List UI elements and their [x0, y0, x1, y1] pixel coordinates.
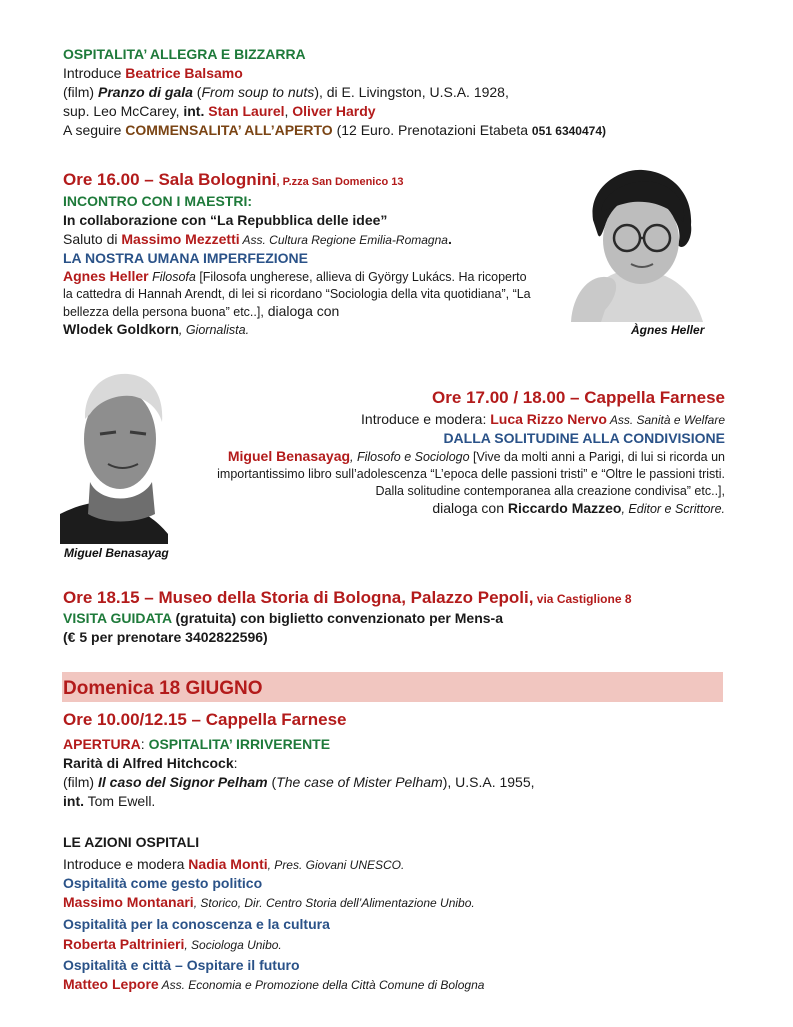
speaker-1-role: , Storico, Dir. Centro Storia dell’Alimentazione Unibo. [193, 896, 475, 910]
supervisor: sup. Leo McCarey, [63, 103, 184, 119]
topic-3: Ospitalità e città – Ospitare il futuro [63, 957, 300, 973]
portrait-image [543, 160, 717, 322]
intro-label: Introduce e modera [63, 856, 189, 872]
follow-rest: (12 Euro. Prenotazioni Etabeta [332, 122, 532, 138]
intro-line [63, 64, 243, 82]
cast-line [63, 102, 376, 120]
intro-role: Ass. Sanità e Welfare [606, 413, 725, 427]
guest-name: Riccardo Mazzeo [507, 500, 622, 516]
speaker-role: , Filosofo e Sociologo [350, 450, 470, 464]
rarity-end: : [233, 755, 238, 771]
film-orig-open: ( [267, 774, 277, 790]
film-line [63, 773, 535, 791]
session-header [63, 170, 404, 190]
speaker-1-line [63, 893, 475, 912]
film-orig-open: ( [192, 84, 202, 100]
actor-1: Stan Laurel [208, 103, 285, 119]
visit-label: VISITA GUIDATA [63, 610, 172, 626]
speaker-description [63, 268, 533, 339]
guest-role: , Editor e Scrittore. [621, 502, 725, 516]
topic-title: LA NOSTRA UMANA IMPERFEZIONE [63, 250, 308, 266]
opening-colon: : [140, 736, 149, 752]
dialog-label: dialoga con [432, 500, 508, 516]
actor: Tom Ewell. [84, 793, 156, 809]
follow-label: A seguire [63, 122, 126, 138]
guest-role: , Giornalista. [178, 323, 250, 337]
speaker-2-name: Roberta Paltrinieri [63, 936, 185, 952]
session-subtitle: INCONTRO CON I MAESTRI: [63, 193, 252, 209]
cast-line [63, 792, 155, 810]
speaker-2-role: , Sociologa Unibo. [184, 938, 282, 952]
film-title: Il caso del Signor Pelham [98, 774, 268, 790]
speaker-description [205, 448, 725, 518]
intro-line [63, 855, 404, 874]
speaker-3-line [63, 975, 484, 994]
agnes-heller-caption: Àgnes Heller [631, 323, 705, 337]
guest-name: Wlodek Goldkorn [63, 321, 179, 337]
visit-line [63, 609, 503, 627]
section-title: LE AZIONI OSPITALI [63, 834, 200, 850]
topic-2: Ospitalità per la conoscenza e la cultura [63, 916, 330, 932]
follow-event: COMMENSALITA’ ALL’APERTO [125, 122, 333, 138]
film-prefix: (film) [63, 84, 98, 100]
dialog-label: dialoga con [263, 303, 340, 319]
opening-line [63, 735, 330, 753]
price-line: (€ 5 per prenotare 3402822596) [63, 629, 268, 645]
address: via Castiglione 8 [533, 592, 632, 606]
film-line [63, 83, 509, 101]
film-details: ), U.S.A. 1955, [442, 774, 535, 790]
greeting-label: Saluto di [63, 231, 122, 247]
session-header [63, 588, 632, 608]
speaker-2-line [63, 935, 282, 954]
rarity-text: Rarità di Alfred Hitchcock [63, 755, 234, 771]
actor-2: Oliver Hardy [292, 103, 376, 119]
day-title: Domenica 18 GIUGNO [63, 678, 263, 699]
film-original-title: The case of Mister Pelham [276, 774, 443, 790]
intro-line [361, 410, 725, 429]
greeting-name: Massimo Mezzetti [121, 231, 240, 247]
speaker-name: Agnes Heller [63, 268, 149, 284]
intro-name: Luca Rizzo Nervo [490, 411, 607, 427]
address: , P.zza San Domenico 13 [276, 176, 404, 188]
event-title: OSPITALITA’ ALLEGRA E BIZZARRA [63, 46, 306, 62]
film-title: Pranzo di gala [98, 84, 193, 100]
greeting-role: Ass. Cultura Regione Emilia-Romagna [239, 233, 448, 247]
speaker-role: Filosofa [148, 270, 196, 284]
film-details: ), di E. Livingston, U.S.A. 1928, [314, 84, 509, 100]
collaboration-line: In collaborazione con “La Repubblica delle idee” [63, 212, 388, 228]
intro-label: Introduce [63, 65, 126, 81]
follow-phone: 051 6340474) [531, 124, 606, 138]
miguel-benasayag-caption: Miguel Benasayag [64, 546, 169, 560]
rarity-line [63, 754, 238, 772]
agnes-heller-photo [543, 160, 717, 322]
speaker-3-name: Matteo Lepore [63, 976, 159, 992]
intro-label: Introduce e modera: [361, 411, 491, 427]
opening-label: APERTURA [63, 736, 141, 752]
actor-separator: , [284, 103, 293, 119]
visit-details: (gratuita) con biglietto convenzionato per Mens-a [171, 610, 503, 626]
intro-role: , Pres. Giovani UNESCO. [267, 858, 405, 872]
topic-1: Ospitalità come gesto politico [63, 875, 263, 891]
session-header: Ore 17.00 / 18.00 – Cappella Farnese [432, 388, 725, 407]
film-original-title: From soup to nuts [201, 84, 315, 100]
miguel-benasayag-photo [60, 364, 168, 544]
speaker-name: Miguel Benasayag [227, 448, 351, 464]
greeting-end: . [447, 231, 452, 247]
greeting-line [63, 230, 452, 249]
int-label: int. [63, 793, 84, 809]
speaker-1-name: Massimo Montanari [63, 894, 194, 910]
speaker-3-role: Ass. Economia e Promozione della Città Comune di Bologna [158, 978, 485, 992]
speaker-bio: [Vive da molti anni a Parigi, di lui si ricorda un importantissimo libro sull’adolescenza “L’epoca delle passioni tristi” e “Oltre le passioni tristi. Dalla solitudine contemporanea alla creazione condivisa” etc..], [217, 450, 725, 498]
time-place: Ore 18.15 – Museo della Storia di Bologna, Palazzo Pepoli, [63, 588, 534, 607]
intro-name: Beatrice Balsamo [125, 65, 243, 81]
opening-theme: OSPITALITA’ IRRIVERENTE [148, 736, 331, 752]
time-place: Ore 16.00 – Sala Bolognini [63, 170, 277, 189]
speaker-bio: [Filosofa ungherese, allieva di György Lukács. Ha ricoperto la cattedra di Hannah Arendt, di lei si ricordano “Sociologia della vita quotidiana”, “La bellezza della persona buona” etc..], [63, 270, 531, 319]
intro-name: Nadia Monti [188, 856, 268, 872]
follow-line [63, 121, 606, 140]
int-label: int. [183, 103, 209, 119]
session-header: Ore 10.00/12.15 – Cappella Farnese [63, 710, 347, 729]
topic-title: DALLA SOLITUDINE ALLA CONDIVISIONE [443, 430, 725, 446]
portrait-image [60, 364, 168, 544]
film-prefix: (film) [63, 774, 98, 790]
